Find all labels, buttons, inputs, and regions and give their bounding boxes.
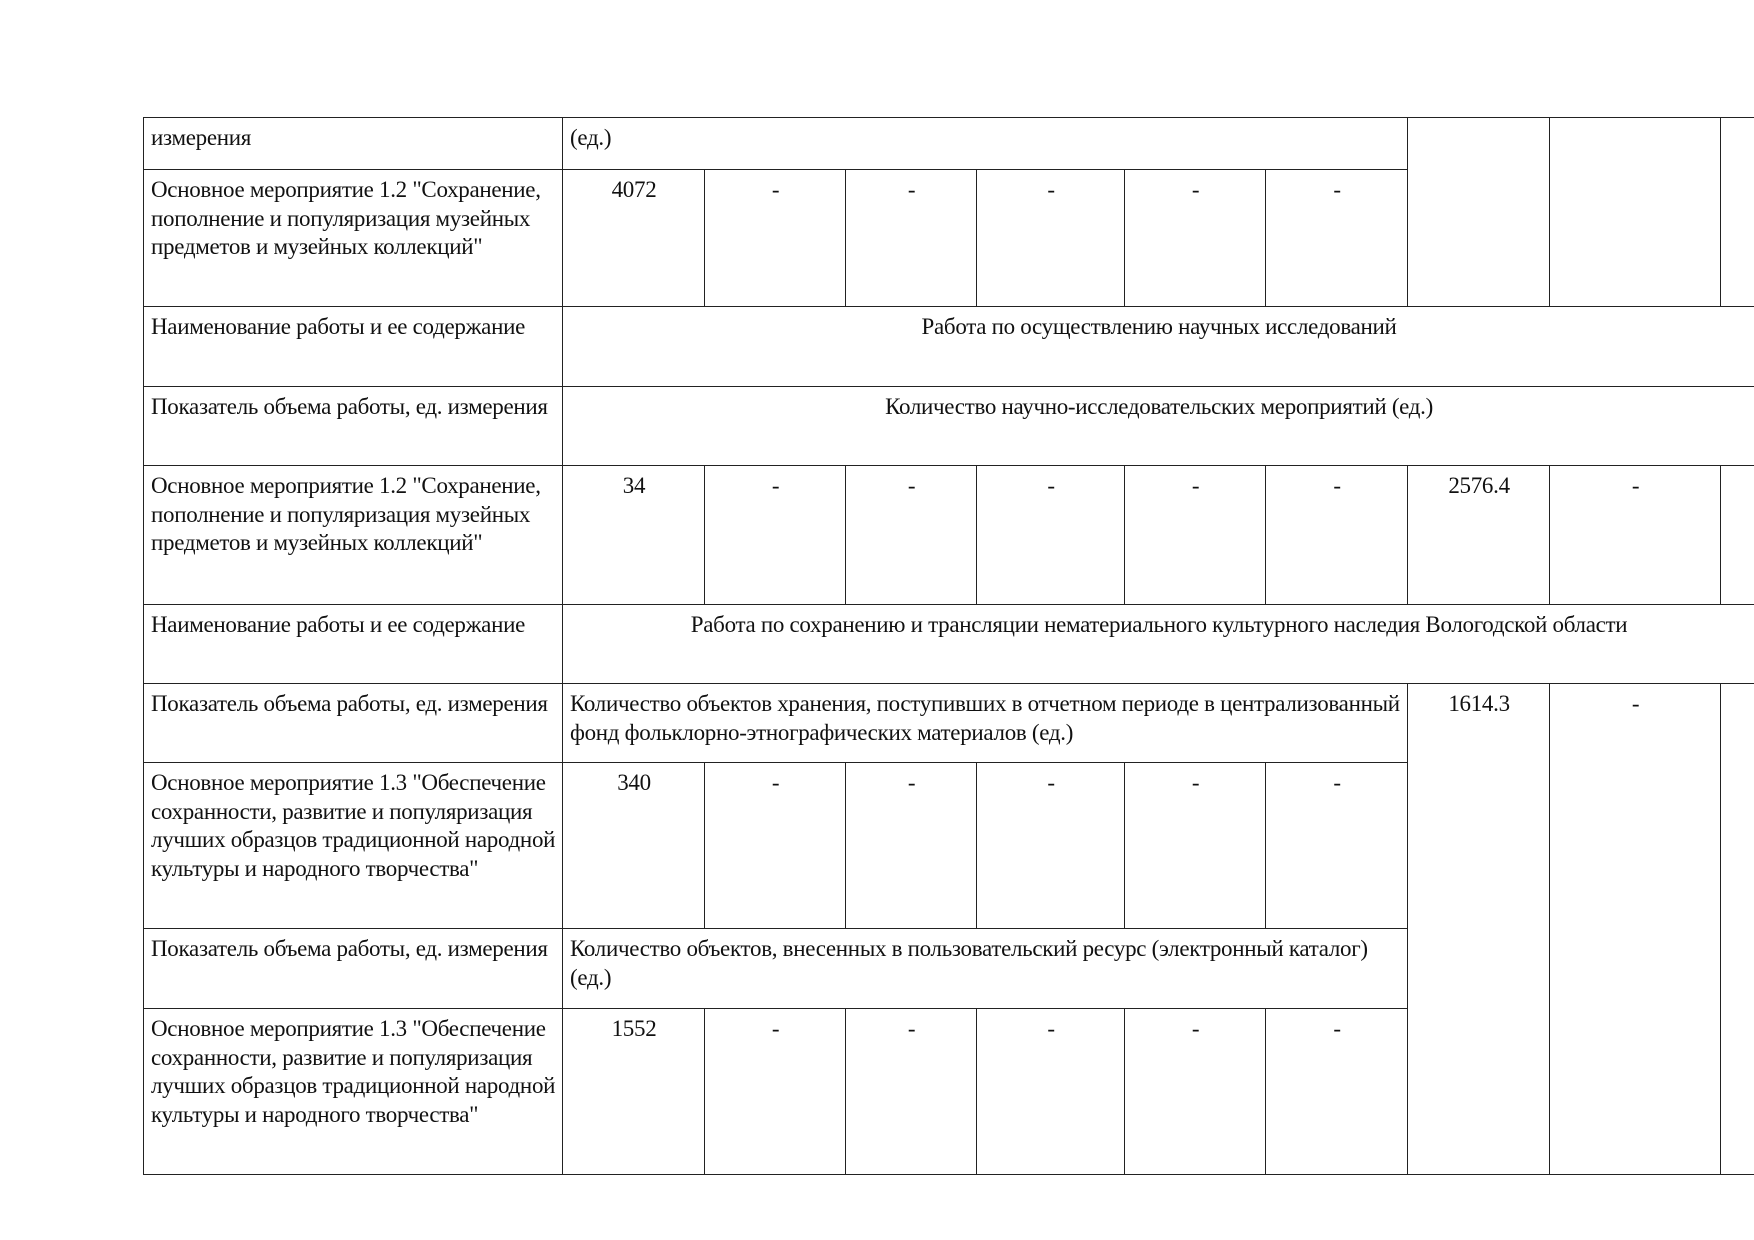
row-label: Основное мероприятие 1.3 "Обеспечение сохранности, развитие и популяризация лучших образцов традиционной народной культуры и народного творчества" <box>144 1009 563 1175</box>
value-cell: - <box>705 466 846 605</box>
empty-cell <box>1550 118 1721 307</box>
value-cell: - <box>977 763 1125 929</box>
value-cell: - <box>846 466 977 605</box>
row-label: Показатель объема работы, ед. измерения <box>144 684 563 763</box>
value-cell: 4072 <box>563 170 705 307</box>
row-label: Показатель объема работы, ед. измерения <box>144 929 563 1009</box>
work-name-cell: Работа по сохранению и трансляции нематериального культурного наследия Вологодской области <box>563 605 1754 684</box>
finance-cell: 1614.3 <box>1408 684 1550 1175</box>
value-cell: - <box>705 1009 846 1175</box>
indicator-cell: Количество объектов, внесенных в пользовательский ресурс (электронный каталог) (ед.) <box>563 929 1408 1009</box>
value-cell: - <box>846 1009 977 1175</box>
finance-cell: - <box>1550 684 1721 1175</box>
value-cell: - <box>977 466 1125 605</box>
empty-cell <box>1408 118 1550 307</box>
table-row <box>144 307 1754 387</box>
value-cell: 340 <box>563 763 705 929</box>
value-cell: - <box>705 170 846 307</box>
work-volume-table <box>143 117 1754 1175</box>
value-cell: - <box>977 1009 1125 1175</box>
value-cell: - <box>1125 1009 1266 1175</box>
finance-cell: - <box>1550 466 1721 605</box>
table-row <box>144 684 1754 763</box>
value-cell: - <box>1266 1009 1408 1175</box>
table-row <box>144 466 1754 605</box>
finance-cell: 2576.4 <box>1408 466 1550 605</box>
table-row <box>144 605 1754 684</box>
row-label: Показатель объема работы, ед. измерения <box>144 387 563 466</box>
value-cell: - <box>1125 170 1266 307</box>
row-label: Наименование работы и ее содержание <box>144 605 563 684</box>
value-cell: - <box>1125 763 1266 929</box>
value-cell: - <box>1125 466 1266 605</box>
value-cell: - <box>846 763 977 929</box>
value-cell: 1552 <box>563 1009 705 1175</box>
value-cell: - <box>1266 466 1408 605</box>
value-cell: - <box>1266 170 1408 307</box>
unit-cell: (ед.) <box>563 118 1408 170</box>
row-label: измерения <box>144 118 563 170</box>
empty-cell <box>1721 466 1754 605</box>
value-cell: - <box>705 763 846 929</box>
value-cell: - <box>1266 763 1408 929</box>
row-label: Наименование работы и ее содержание <box>144 307 563 387</box>
table-row <box>144 118 1754 170</box>
work-name-cell: Работа по осуществлению научных исследований <box>563 307 1754 387</box>
empty-cell <box>1721 684 1754 1175</box>
indicator-cell: Количество объектов хранения, поступивших в отчетном периоде в централизованный фонд фольклорно-этнографических материалов (ед.) <box>563 684 1408 763</box>
row-label: Основное мероприятие 1.2 "Сохранение, пополнение и популяризация музейных предметов и музейных коллекций" <box>144 170 563 307</box>
table-row <box>144 387 1754 466</box>
value-cell: - <box>977 170 1125 307</box>
value-cell: 34 <box>563 466 705 605</box>
indicator-cell: Количество научно-исследовательских мероприятий (ед.) <box>563 387 1754 466</box>
value-cell: - <box>846 170 977 307</box>
row-label: Основное мероприятие 1.2 "Сохранение, пополнение и популяризация музейных предметов и музейных коллекций" <box>144 466 563 605</box>
empty-cell <box>1721 118 1754 307</box>
row-label: Основное мероприятие 1.3 "Обеспечение сохранности, развитие и популяризация лучших образцов традиционной народной культуры и народного творчества" <box>144 763 563 929</box>
